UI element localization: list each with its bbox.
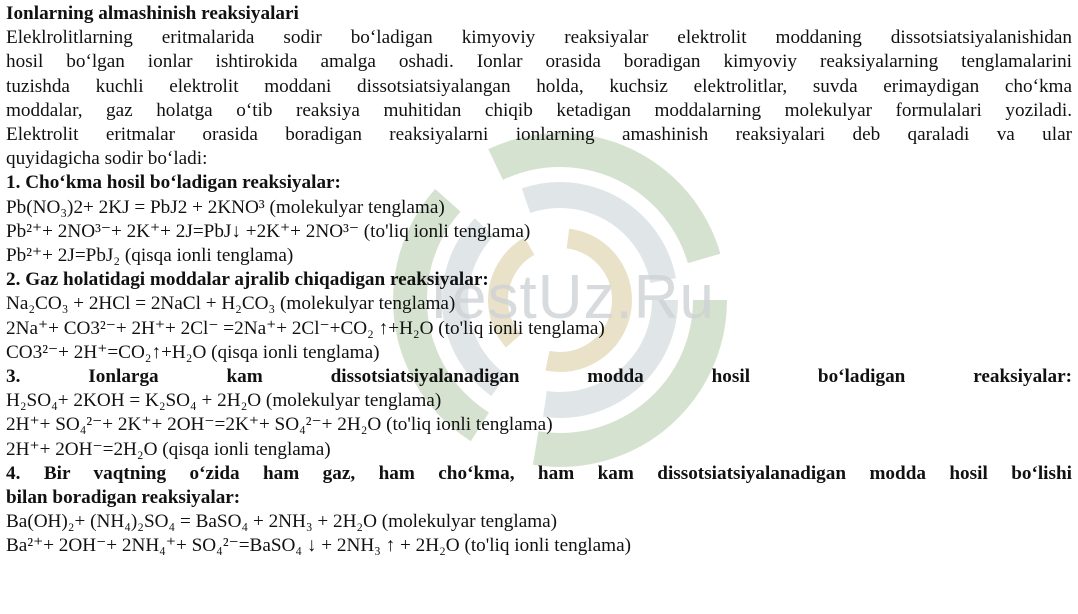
equation-full-ionic: Pb²⁺+ 2NO³⁻+ 2K⁺+ 2J=PbJ↓ +2K⁺+ 2NO³⁻ (to'liq ionli tenglama): [6, 220, 531, 242]
section-heading: 1. Cho‘kma hosil bo‘ladigan reaksiyalar:: [6, 172, 341, 194]
section-heading: 3. Ionlarga kam dissotsiatsiyalanadigan modda hosil bo‘ladigan reaksiyalar:: [6, 366, 1072, 388]
equation-molecular: Na₂CO₃ + 2HCl = 2NaCl + H₂CO₃ (molekulyar tenglama): [6, 293, 456, 315]
document-page: [6, 2, 1072, 559]
intro-line: quyidagicha sodir bo‘ladi:: [6, 148, 208, 170]
equation-full-ionic: Ba²⁺+ 2OH⁻+ 2NH₄⁺+ SO₄²⁻=BaSO₄ ↓ + 2NH₃ ↑ + 2H₂O (to'liq ionli tenglama): [6, 535, 631, 557]
intro-line: Elektrolit eritmalar orasida boradigan reaksiyalarni ionlarning amashinish reaksiyalari deb qaraladi va ular: [6, 124, 1072, 146]
intro-line: tuzishda kuchli elektrolit moddani dissotsiatsiyalangan holda, kuchsiz elektrolitlar, suvda erimaydigan cho‘kma: [6, 75, 1072, 97]
section-heading-continued: bilan boradigan reaksiyalar:: [6, 487, 241, 509]
document-title: Ionlarning almashinish reaksiyalari: [6, 3, 299, 24]
section-heading: 4. Bir vaqtning o‘zida ham gaz, ham cho‘kma, ham kam dissotsiatsiyalanadigan modda hosil bo‘lishi: [6, 462, 1072, 484]
equation-short-ionic: 2H⁺+ 2OH⁻=2H₂O (qisqa ionli tenglama): [6, 438, 331, 460]
equation-molecular: Pb(NO₃)2+ 2KJ = PbJ2 + 2KNO³ (molekulyar tenglama): [6, 196, 445, 218]
equation-full-ionic: 2H⁺+ SO₄²⁻+ 2K⁺+ 2OH⁻=2K⁺+ SO₄²⁻+ 2H₂O (to'liq ionli tenglama): [6, 414, 553, 436]
equation-short-ionic: Pb²⁺+ 2J=PbJ₂ (qisqa ionli tenglama): [6, 245, 294, 267]
equation-molecular: Ba(OH)₂+ (NH₄)₂SO₄ = BaSO₄ + 2NH₃ + 2H₂O (molekulyar tenglama): [6, 511, 558, 533]
intro-line: moddalar, gaz holatga o‘tib reaksiya muhitidan chiqib ketadigan moddalarning molekulyar formulalari yoziladi.: [6, 99, 1072, 121]
equation-molecular: H₂SO₄+ 2KOH = K₂SO₄ + 2H₂O (molekulyar tenglama): [6, 390, 442, 412]
watermark-text: TestUz.Ru: [420, 263, 715, 332]
equation-short-ionic: CO3²⁻+ 2H⁺=CO₂↑+H₂O (qisqa ionli tenglama): [6, 341, 380, 363]
section-heading: 2. Gaz holatidagi moddalar ajralib chiqadigan reaksiyalar:: [6, 269, 489, 291]
equation-full-ionic: 2Na⁺+ CO3²⁻+ 2H⁺+ 2Cl⁻ =2Na⁺+ 2Cl⁻+CO₂ ↑+H₂O (to'liq ionli tenglama): [6, 317, 605, 339]
intro-line: Eleklrolitlarning eritmalarida sodir bo‘ladigan kimyoviy reaksiyalar elektrolit moddaning dissotsiatsiyalanishidan: [6, 27, 1072, 49]
intro-line: hosil bo‘lgan ionlar ishtirokida amalga oshadi. Ionlar orasida boradigan kimyoviy reaksiyalarning tenglamalarini: [6, 51, 1072, 73]
